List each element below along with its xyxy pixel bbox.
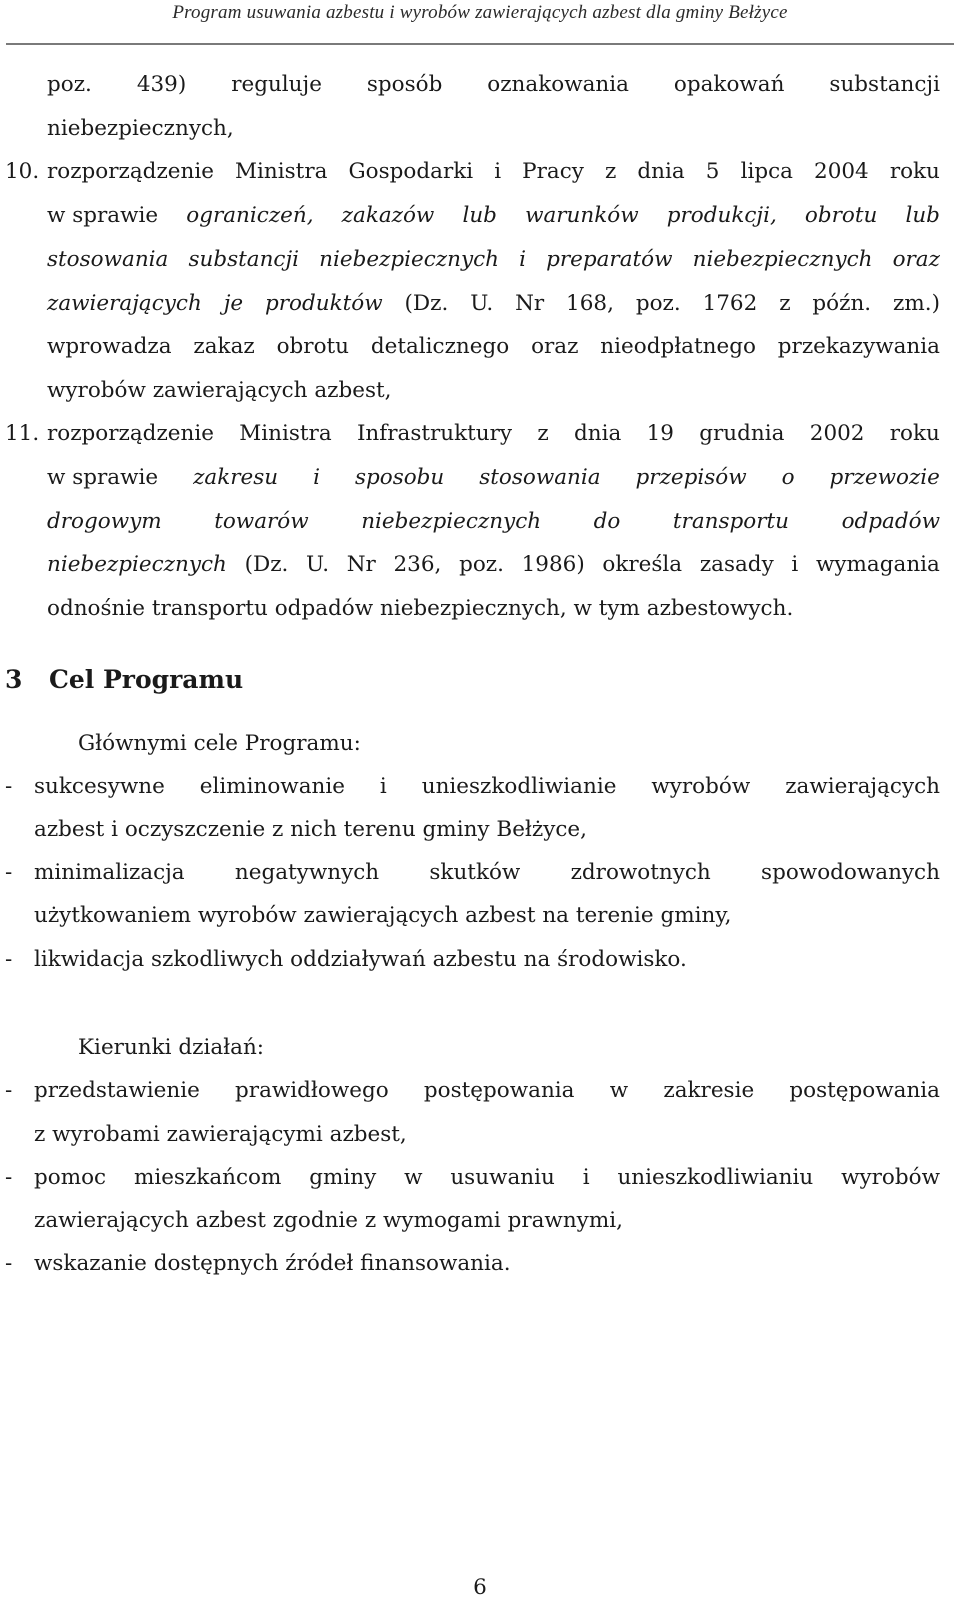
- word: zasady: [699, 552, 774, 577]
- directions-intro: Kierunki działań:: [78, 1035, 265, 1060]
- word: przewozie: [829, 465, 940, 490]
- word: zm.): [893, 291, 940, 316]
- word: roku: [889, 159, 940, 184]
- word: rozporządzenie: [47, 159, 214, 184]
- word: produkcji,: [666, 203, 777, 228]
- word: towarów: [214, 509, 309, 534]
- word: i: [494, 159, 502, 184]
- word: Ministra: [239, 421, 332, 446]
- word: roku: [889, 421, 940, 446]
- item-10-line-2: [47, 201, 940, 231]
- word: przepisów: [635, 465, 747, 490]
- word: grudnia: [699, 421, 785, 446]
- word: Infrastruktury: [356, 421, 513, 446]
- word: zawierających: [785, 774, 940, 799]
- word: mieszkańcom: [133, 1165, 282, 1190]
- word: i: [313, 465, 320, 490]
- goal-3-dash: -: [5, 947, 13, 972]
- word: zdrowotnych: [570, 860, 711, 885]
- word: lipca: [740, 159, 793, 184]
- word: Nr: [346, 552, 376, 577]
- word: sposobu: [354, 465, 445, 490]
- word: substancji: [188, 247, 300, 272]
- word: w sprawie: [47, 203, 159, 228]
- word: 1986): [521, 552, 585, 577]
- word: nieodpłatnego: [600, 334, 756, 359]
- item-11-line-2: [47, 463, 940, 493]
- word: produktów: [264, 291, 383, 316]
- goal-1-line-2: azbest i oczyszczenie z nich terenu gminy Bełżyce,: [34, 817, 587, 842]
- word: Gospodarki: [348, 159, 474, 184]
- item-10-number: 10.: [5, 159, 40, 184]
- word: 2004: [814, 159, 869, 184]
- item-10-line-5: [47, 332, 940, 362]
- word: sukcesywne: [34, 774, 165, 799]
- word: z: [605, 159, 617, 184]
- item-11-number: 11.: [5, 421, 40, 446]
- word: Nr: [515, 291, 545, 316]
- item-10-line-4: [47, 289, 940, 319]
- word: Pracy: [522, 159, 584, 184]
- direction-3-dash: -: [5, 1251, 13, 1276]
- word: ograniczeń,: [186, 203, 314, 228]
- item-10-line-6: wyrobów zawierających azbest,: [47, 378, 392, 403]
- word: (Dz.: [404, 291, 449, 316]
- word: sposób: [366, 72, 443, 97]
- word: zakaz: [193, 334, 255, 359]
- goal-2-line-2: użytkowaniem wyrobów zawierających azbest na terenie gminy,: [34, 903, 732, 928]
- header-title: Program usuwania azbestu i wyrobów zawierających azbest dla gminy Bełżyce: [172, 2, 788, 23]
- word: preparatów: [546, 247, 673, 272]
- word: wprowadza: [47, 334, 172, 359]
- word: poz.: [47, 72, 92, 97]
- word: unieszkodliwianie: [421, 774, 617, 799]
- word: Ministra: [235, 159, 328, 184]
- word: o: [781, 465, 795, 490]
- word: lub: [462, 203, 497, 228]
- word: niebezpiecznych: [319, 247, 499, 272]
- page-number: 6: [473, 1575, 487, 1600]
- goal-2-dash: -: [5, 860, 13, 885]
- word: eliminowanie: [199, 774, 345, 799]
- word: zakresu: [193, 465, 279, 490]
- word: wymagania: [815, 552, 940, 577]
- word: spowodowanych: [761, 860, 940, 885]
- direction-1-line-2: z wyrobami zawierającymi azbest,: [34, 1122, 407, 1147]
- word: opakowań: [673, 72, 785, 97]
- item-10-line-1: [47, 157, 940, 187]
- word: oraz: [892, 247, 940, 272]
- word: i: [582, 1165, 590, 1190]
- word: transportu: [672, 509, 790, 534]
- word: i: [791, 552, 799, 577]
- word: postępowania: [789, 1078, 940, 1103]
- word: U.: [470, 291, 494, 316]
- word: poz.: [459, 552, 504, 577]
- word: odpadów: [841, 509, 940, 534]
- item-9-line-1: [47, 70, 940, 100]
- word: usuwaniu: [450, 1165, 555, 1190]
- word: do: [593, 509, 621, 534]
- word: 2002: [809, 421, 865, 446]
- section-heading: [5, 662, 243, 698]
- direction-2-dash: -: [5, 1165, 13, 1190]
- word: zawierających: [47, 291, 202, 316]
- word: dnia: [574, 421, 622, 446]
- item-11-line-3: [47, 507, 940, 537]
- item-11-line-5: odnośnie transportu odpadów niebezpiecznych, w tym azbestowych.: [47, 596, 794, 621]
- direction-1-dash: -: [5, 1078, 13, 1103]
- word: 236,: [393, 552, 442, 577]
- word: wyrobów: [651, 774, 751, 799]
- item-10-line-3: [47, 245, 940, 275]
- item-11-line-4: [47, 550, 940, 580]
- word: dnia: [637, 159, 685, 184]
- word: prawidłowego: [235, 1078, 389, 1103]
- word: minimalizacja: [34, 860, 185, 885]
- word: 439): [136, 72, 187, 97]
- word: negatywnych: [234, 860, 380, 885]
- word: warunków: [525, 203, 639, 228]
- word: oraz: [531, 334, 579, 359]
- direction-2-line-1: [34, 1163, 940, 1193]
- word: gminy: [309, 1165, 377, 1190]
- word: poz.: [635, 291, 681, 316]
- word: 19: [646, 421, 674, 446]
- word: je: [223, 291, 244, 316]
- item-9-line-2: niebezpiecznych,: [47, 116, 234, 141]
- direction-2-line-2: zawierających azbest zgodnie z wymogami prawnymi,: [34, 1208, 623, 1233]
- word: substancji: [829, 72, 940, 97]
- word: niebezpiecznych: [47, 552, 227, 577]
- word: 1762: [702, 291, 758, 316]
- item-11-line-1: [47, 419, 940, 449]
- word: reguluje: [231, 72, 322, 97]
- word: w sprawie: [47, 465, 159, 490]
- word: zakazów: [341, 203, 435, 228]
- word: wyrobów: [841, 1165, 940, 1190]
- page-header: [0, 0, 960, 46]
- word: detalicznego: [370, 334, 510, 359]
- word: niebezpiecznych: [692, 247, 873, 272]
- section-title-text: Cel Programu: [49, 665, 244, 694]
- word: skutków: [429, 860, 521, 885]
- word: postępowania: [423, 1078, 575, 1103]
- word: przekazywania: [777, 334, 940, 359]
- goal-2-line-1: [34, 858, 940, 888]
- goal-3-line-1: likwidacja szkodliwych oddziaływań azbestu na środowisko.: [34, 947, 687, 972]
- section-number: 3: [5, 665, 23, 694]
- word: obrotu: [276, 334, 349, 359]
- direction-3-line-1: wskazanie dostępnych źródeł finansowania.: [34, 1251, 511, 1276]
- word: w: [609, 1078, 629, 1103]
- word: unieszkodliwianiu: [617, 1165, 814, 1190]
- word: stosowania: [47, 247, 169, 272]
- word: lub: [905, 203, 940, 228]
- word: drogowym: [47, 509, 162, 534]
- direction-1-line-1: [34, 1076, 940, 1106]
- word: z: [779, 291, 791, 316]
- goal-1-dash: -: [5, 774, 13, 799]
- word: 168,: [566, 291, 614, 316]
- word: z: [537, 421, 549, 446]
- word: i: [519, 247, 526, 272]
- word: w: [404, 1165, 423, 1190]
- word: przedstawienie: [34, 1078, 200, 1103]
- word: pomoc: [34, 1165, 107, 1190]
- word: niebezpiecznych: [361, 509, 542, 534]
- word: oznakowania: [487, 72, 629, 97]
- word: rozporządzenie: [47, 421, 214, 446]
- header-divider: [6, 43, 954, 45]
- word: U.: [306, 552, 330, 577]
- word: stosowania: [479, 465, 601, 490]
- goals-intro: Głównymi cele Programu:: [78, 731, 361, 756]
- word: 5: [705, 159, 720, 184]
- goal-1-line-1: [34, 772, 940, 802]
- word: późn.: [812, 291, 872, 316]
- word: (Dz.: [244, 552, 289, 577]
- word: i: [379, 774, 387, 799]
- word: obrotu: [804, 203, 878, 228]
- word: określa: [602, 552, 683, 577]
- word: zakresie: [663, 1078, 755, 1103]
